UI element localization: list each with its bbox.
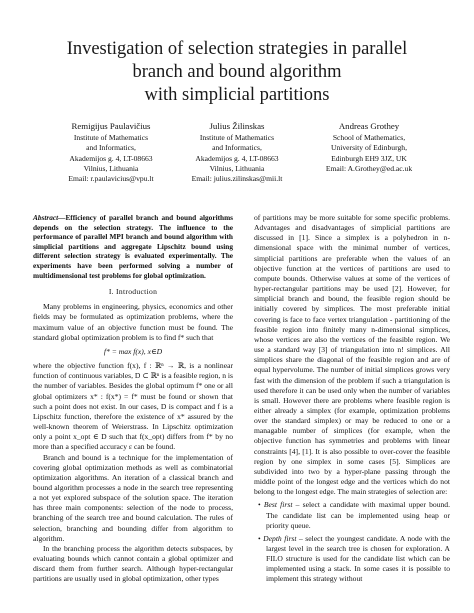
author-1 (55, 120, 167, 184)
author-email: Email: r.paulavicius@vpu.lt (68, 174, 154, 184)
affiliation-line: Akademijos g. 4, LT-08663 (69, 153, 153, 163)
right-column (254, 213, 450, 585)
list-text: – select the youngest candidate. A node with the largest level in the search tree is chosen for exploration. A FILO structure is used for the candidate list which can be implemented using a stack. In some cases it is possible to implement this strategy without (266, 533, 450, 584)
intro-paragraph: Branch and bound is a technique for the implementation of covering global optimization methods as well as combinatorial optimization algorithms. An iteration of a classical branch and bound algorithm processes a node in the search tree representing a not yet explored subspace of the solution space. The iteration has three main components: selection of the node to process, branching of the search tree and bound calculation. The rules of selection, branching and bounding differ from algorithm to algorithm. (33, 452, 233, 543)
title-line: branch and bound algorithm (132, 62, 342, 82)
abstract-text: Efficiency of parallel branch and bound algorithms depends on the selection strategy. The influence to the performance of parallel MPI branch and bound algorithm with simplicial partitions and aggregate Lipschitz bound using different selection strategy is evaluated experimentally. The experiments have been performed solving a number of multidimensional test problems for global optimization. (33, 213, 233, 280)
abstract (33, 213, 233, 280)
paper-title (20, 38, 454, 107)
author-name: Remigijus Paulavičius (71, 121, 151, 131)
affiliation-line: Vilnius, Lithuania (209, 163, 265, 173)
affiliation-line: Edinburgh EH9 3JZ, UK (331, 153, 407, 163)
author-name: Julius Žilinskas (209, 121, 265, 131)
abstract-label: Abstract— (33, 213, 66, 222)
author-name: Andreas Grothey (338, 121, 400, 131)
body-paragraph: of partitions may be more suitable for some specific problems. Advantages and disadvantages of simplicial partitions are discussed in [1]. Since a simplex is a polyhedron in n-dimensional space with the minimal number of vertices, simplicial partitions are preferable when the values of an objective function at the vertices of partitions are used to compute bounds. Otherwise values at some of the vertices of hyper-rectangular partitions may be used [2]. However, for simplicial branch and bound, the feasible region should be initially covered by simplices. The most preferable initial covering is face to face vertex triangulation - partitioning of the feasible region into finitely many n-dimensional simplices, whose vertices are also the vertices of the feasible region. We use a standard way [3] of triangulation into n! simplices. All simplices share the diagonal of the feasible region and are of equal hypervolume. The number of initial simplices grows very fast with the dimension of the problem if such a triangulation is used therefore it can be used only when the number of variables is small. However there are problems where feasible region is either already a simplex (for example, optimization problems over the standard simplex) or may be reduced to one or a managable number of simplices (for example, when the objective function has symmetries and problems with linear constraints [4], [1]. It is also possible to over-cover the feasible region by one simplex in some cases [5]. Simplices are subdivided into two by a hyper-plane passing through the middle point of the longest edge and the vertices which do not belong to the longest edge. The main strategies of selection are: (254, 213, 450, 497)
affiliation-line: School of Mathematics, (332, 133, 406, 142)
equation: f* = max f(x), x∈D (103, 346, 163, 356)
author-email: Email: julius.zilinskas@mii.lt (191, 174, 283, 184)
intro-paragraph: Many problems in engineering, physics, economics and other fields may be formulated as optimization problems, where the maximum value of an objective function must be found. The standard global optimization problem is to find f* such that (33, 302, 233, 342)
affiliation-line: and Informatics, (212, 143, 262, 153)
list-item: • Best first – select a candidate with maximal upper bound. The candidate list can be implemented using heap or priority queue. (258, 500, 451, 530)
title-line: with simplicial partitions (144, 85, 330, 105)
list-term: Depth first (263, 533, 297, 543)
intro-paragraph: where the objective function f(x), f : ℝⁿ → ℝ, is a nonlinear function of continuous variables, D ⊂ ℝⁿ is a feasible region, n is the number of variables. Besides the global optimum f* one or all global optimizers x* : f(x*) = f* must be found or shown that such a point does not exist. In our cases, D is compact and f is a Lipschitz function, therefore the existence of x* assured by the well-known theorem of Weierstrass. In Lipschitz optimization only a point x_opt ∈ D such that f(x_opt) differs from f* by no more than a specified accuracy ε can be found. (33, 361, 233, 452)
affiliation-line: and Informatics, (86, 143, 136, 153)
author-2 (181, 120, 293, 184)
author-3 (313, 120, 425, 174)
list-item: • Depth first – select the youngest candidate. A node with the largest level in the search tree is chosen for exploration. A FILO structure is used for the candidate list which can be implemented using a stack. In some cases it is possible to implement this strategy without (258, 533, 450, 584)
list-text: – select a candidate with maximal upper bound. The candidate list can be implemented using heap or priority queue. (266, 500, 451, 530)
affiliation-line: Akademijos g. 4, LT-08663 (195, 153, 279, 163)
affiliation-line: Vilnius, Lithuania (83, 163, 139, 173)
title-line: Investigation of selection strategies in parallel (66, 39, 408, 59)
affiliation-line: Institute of Mathematics (199, 133, 275, 142)
affiliation-line: University of Edinburgh, (330, 143, 407, 153)
left-column (33, 213, 233, 585)
intro-paragraph: In the branching process the algorithm detects subspaces, by evaluating bounds which cannot contain a global optimizer and discard them from further search. Although hyper-rectangular partitions are usually used in global optimization, other types (33, 543, 233, 584)
affiliation-line: Institute of Mathematics (73, 133, 149, 142)
author-email: Email: A.Grothey@ed.ac.uk (325, 163, 413, 173)
section-heading: I. Introduction (108, 287, 158, 297)
list-term: Best first (263, 500, 293, 510)
